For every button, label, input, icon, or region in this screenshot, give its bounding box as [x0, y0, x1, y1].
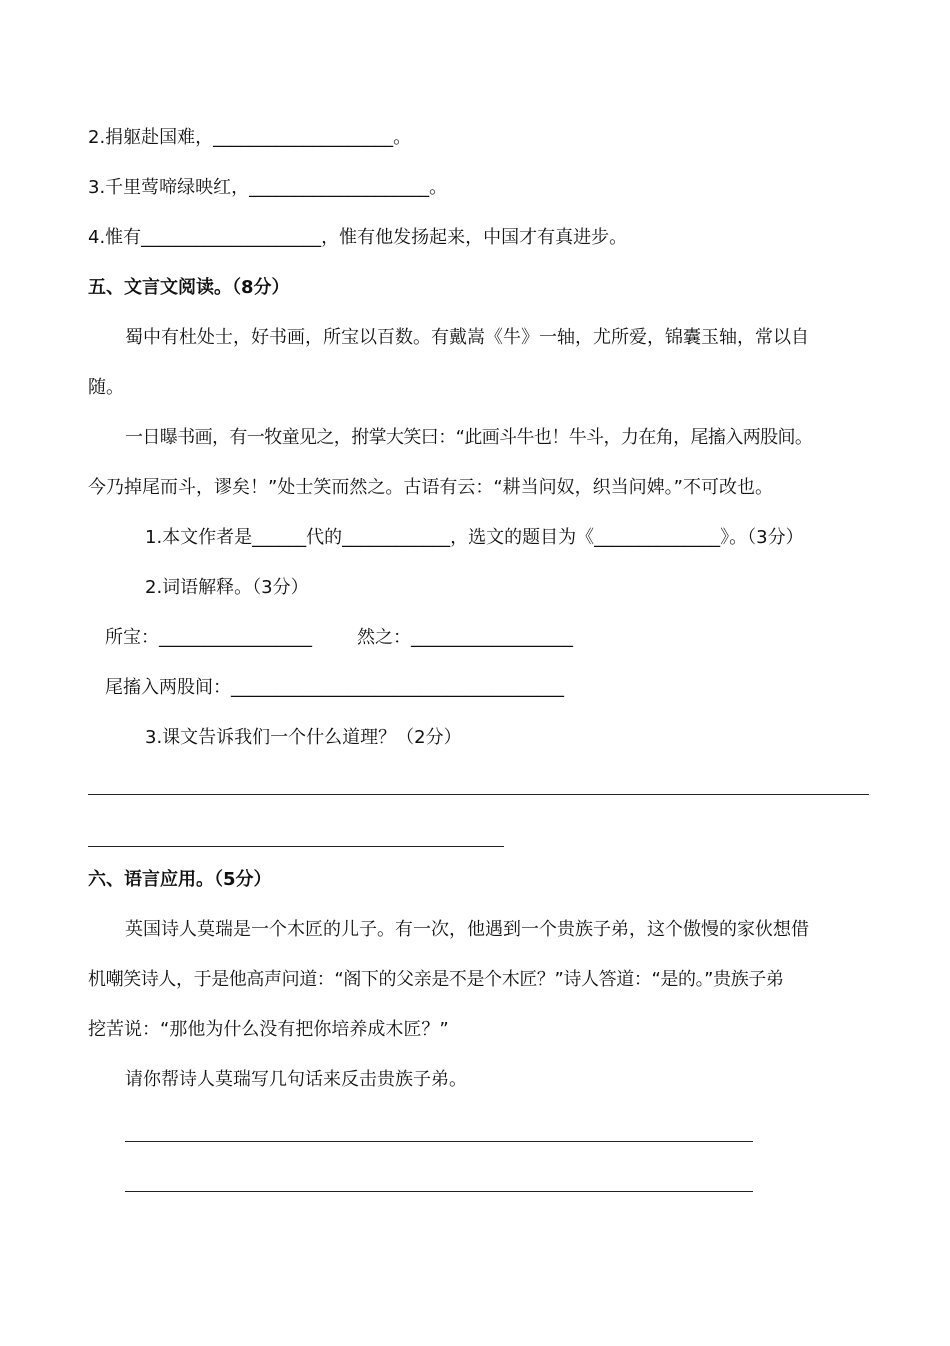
answer-line-s6-1: [125, 1141, 753, 1142]
story-line-3: 挖苦说：“那他为什么没有把你培养成木匠？”: [88, 1019, 449, 1040]
question-3: 3.课文告诉我们一个什么道理？（2分）: [145, 727, 462, 748]
term-ranzhi: 然之：__________________: [357, 627, 573, 648]
story-line-2: 机嘲笑诗人，于是他高声问道：“阁下的父亲是不是个木匠？”诗人答道：“是的。”贵族子弟: [88, 969, 784, 990]
question-2: 2.词语解释。（3分）: [145, 577, 309, 598]
section-5-heading: 五、文言文阅读。（8分）: [88, 277, 290, 298]
answer-line-q3-1: [88, 794, 869, 795]
question-1: 1.本文作者是______代的____________，选文的题目为《______________》。（3分）: [145, 527, 804, 548]
section-6-heading: 六、语言应用。（5分）: [88, 869, 272, 890]
passage-1-line-1: 蜀中有杜处士，好书画，所宝以百数。有戴嵩《牛》一轴，尤所爱，锦囊玉轴，常以自: [125, 327, 809, 348]
passage-2-line-2: 今乃掉尾而斗，谬矣！”处士笑而然之。古语有云：“耕当问奴，织当问婢。”不可改也。: [88, 477, 773, 498]
passage-2-line-1: 一日曝书画，有一牧童见之，拊掌大笑曰：“此画斗牛也！牛斗，力在角，尾搐入两股间。: [125, 427, 813, 448]
poem-fill-item-2: 2.捐躯赴国难，____________________。: [88, 127, 412, 148]
term-weichu: 尾搐入两股间：_____________________________________: [105, 677, 564, 698]
term-suobao: 所宝：_________________: [105, 627, 312, 648]
passage-1-line-2: 随。: [88, 377, 124, 398]
story-line-1: 英国诗人莫瑞是一个木匠的儿子。有一次，他遇到一个贵族子弟，这个傲慢的家伙想借: [125, 919, 809, 940]
answer-line-q3-2: [88, 846, 504, 847]
poem-fill-item-3: 3.千里莺啼绿映红，____________________。: [88, 177, 448, 198]
poem-fill-item-4: 4.惟有____________________，惟有他发扬起来，中国才有真进步。: [88, 227, 628, 248]
answer-line-s6-2: [125, 1191, 753, 1192]
writing-prompt: 请你帮诗人莫瑞写几句话来反击贵族子弟。: [125, 1069, 467, 1090]
